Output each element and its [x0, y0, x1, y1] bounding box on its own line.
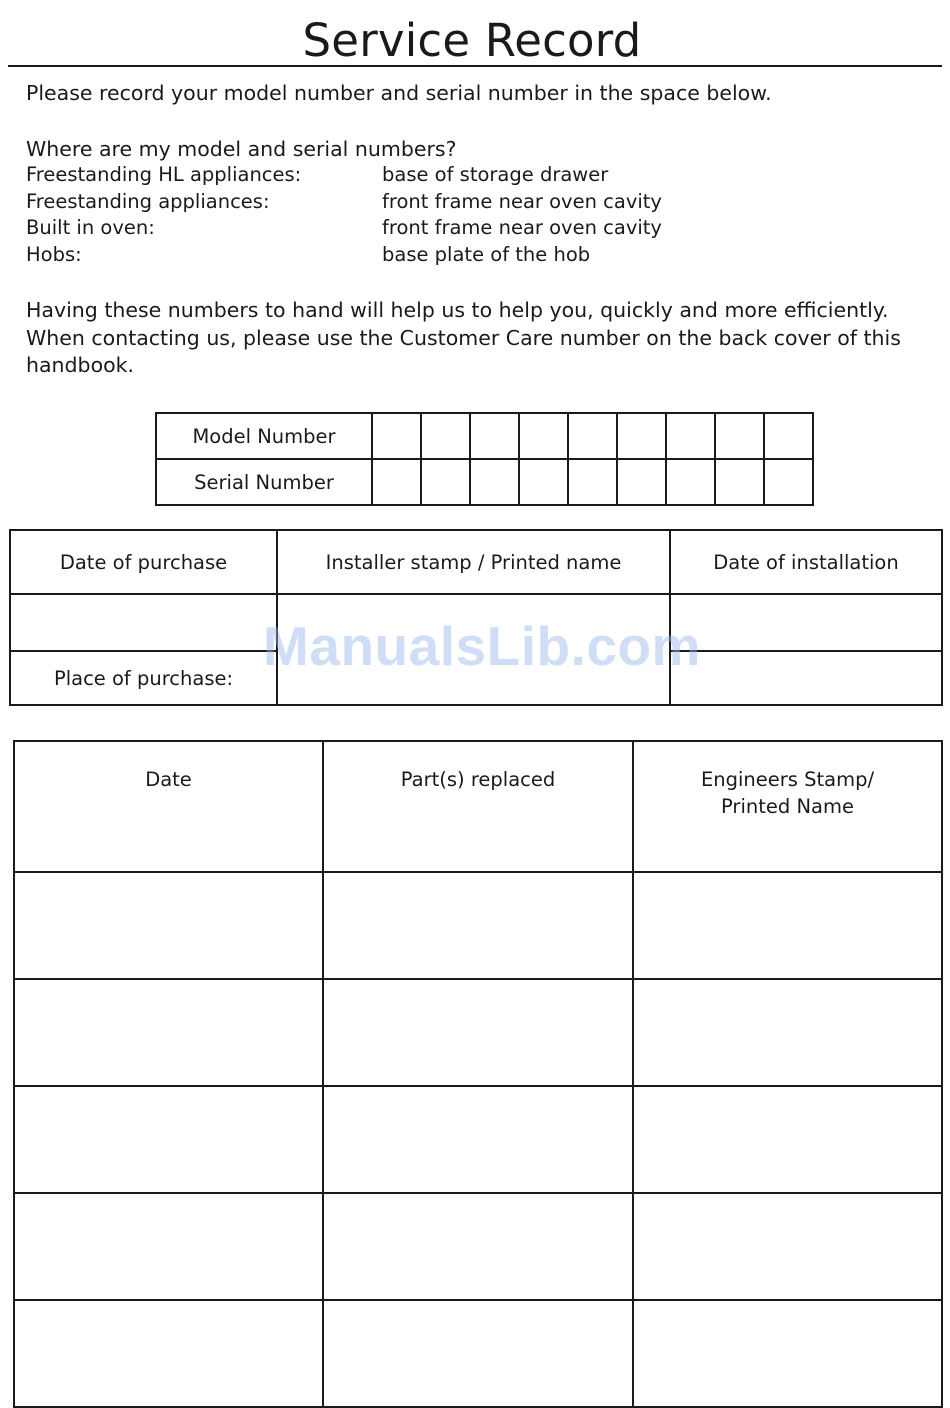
- service-date-cell[interactable]: [14, 872, 323, 979]
- serial-number-label: Serial Number: [156, 459, 372, 505]
- service-row: [14, 872, 942, 979]
- parts-replaced-cell[interactable]: [323, 872, 633, 979]
- serial-number-box[interactable]: [372, 459, 421, 505]
- date-header: Date: [14, 741, 323, 872]
- service-row: [14, 1193, 942, 1300]
- serial-number-box[interactable]: [519, 459, 568, 505]
- service-row: [14, 979, 942, 1086]
- service-row: [14, 1300, 942, 1407]
- location-value: front frame near oven cavity: [382, 189, 662, 213]
- appliance-label: Hobs:: [26, 243, 82, 267]
- service-date-cell[interactable]: [14, 1193, 323, 1300]
- installer-stamp-header: Installer stamp / Printed name: [277, 530, 670, 594]
- engineer-stamp-header: [633, 741, 942, 872]
- service-row: [14, 1086, 942, 1193]
- title-divider: [8, 65, 942, 67]
- appliance-label: Freestanding appliances:: [26, 189, 270, 213]
- page-title: Service Record: [302, 14, 642, 67]
- number-table: [155, 412, 814, 506]
- location-list: [26, 162, 662, 269]
- date-of-purchase-header: Date of purchase: [10, 530, 277, 594]
- purchase-header-row: [10, 530, 942, 594]
- engineer-stamp-header-line2: Printed Name: [721, 795, 854, 818]
- location-row: [26, 162, 662, 189]
- parts-replaced-cell[interactable]: [323, 979, 633, 1086]
- model-number-box[interactable]: [715, 413, 764, 459]
- serial-number-box[interactable]: [764, 459, 813, 505]
- engineer-stamp-cell[interactable]: [633, 1193, 942, 1300]
- model-number-box[interactable]: [519, 413, 568, 459]
- serial-number-box[interactable]: [470, 459, 519, 505]
- location-row: [26, 242, 662, 269]
- place-of-purchase-field[interactable]: [670, 651, 942, 705]
- location-value: base plate of the hob: [382, 243, 591, 267]
- place-of-purchase-label: Place of purchase:: [10, 651, 277, 705]
- appliance-label: Freestanding HL appliances:: [26, 163, 302, 186]
- parts-replaced-header: Part(s) replaced: [323, 741, 633, 872]
- model-number-row: [156, 413, 813, 459]
- model-number-box[interactable]: [666, 413, 715, 459]
- parts-replaced-cell[interactable]: [323, 1300, 633, 1407]
- engineer-stamp-cell[interactable]: [633, 1300, 942, 1407]
- service-date-cell[interactable]: [14, 1086, 323, 1193]
- model-number-box[interactable]: [764, 413, 813, 459]
- purchase-entry-row: [10, 594, 942, 651]
- service-header-row: [14, 741, 942, 872]
- date-of-purchase-field[interactable]: [10, 594, 277, 651]
- service-date-cell[interactable]: [14, 979, 323, 1086]
- model-number-box[interactable]: [568, 413, 617, 459]
- watermark: ManualsLib.com: [263, 615, 701, 677]
- location-value: base of storage drawer: [382, 163, 609, 186]
- help-paragraph: Having these numbers to hand will help us to help you, quickly and more efficiently. When contacting us, please use the Customer Care number on the back cover of this handbook.: [26, 298, 901, 377]
- service-table: [13, 740, 943, 1408]
- parts-replaced-cell[interactable]: [323, 1086, 633, 1193]
- where-question: Where are my model and serial numbers?: [26, 137, 457, 161]
- date-of-installation-header: Date of installation: [670, 530, 942, 594]
- engineer-stamp-cell[interactable]: [633, 872, 942, 979]
- serial-number-box[interactable]: [617, 459, 666, 505]
- serial-number-box[interactable]: [715, 459, 764, 505]
- engineer-stamp-cell[interactable]: [633, 1086, 942, 1193]
- purchase-table: [9, 529, 943, 706]
- model-number-box[interactable]: [470, 413, 519, 459]
- location-row: [26, 189, 662, 216]
- installer-stamp-field[interactable]: [277, 594, 670, 705]
- model-number-label: Model Number: [156, 413, 372, 459]
- serial-number-box[interactable]: [666, 459, 715, 505]
- engineer-stamp-cell[interactable]: [633, 979, 942, 1086]
- serial-number-box[interactable]: [568, 459, 617, 505]
- serial-number-row: [156, 459, 813, 505]
- service-date-cell[interactable]: [14, 1300, 323, 1407]
- model-number-box[interactable]: [372, 413, 421, 459]
- location-row: [26, 215, 662, 242]
- intro-text: Please record your model number and serial number in the space below.: [26, 81, 772, 105]
- model-number-box[interactable]: [617, 413, 666, 459]
- parts-replaced-cell[interactable]: [323, 1193, 633, 1300]
- model-number-box[interactable]: [421, 413, 470, 459]
- location-value: front frame near oven cavity: [382, 216, 662, 240]
- appliance-label: Built in oven:: [26, 216, 155, 240]
- engineer-stamp-header-line1: Engineers Stamp/: [700, 768, 875, 791]
- serial-number-box[interactable]: [421, 459, 470, 505]
- date-of-installation-field[interactable]: [670, 594, 942, 651]
